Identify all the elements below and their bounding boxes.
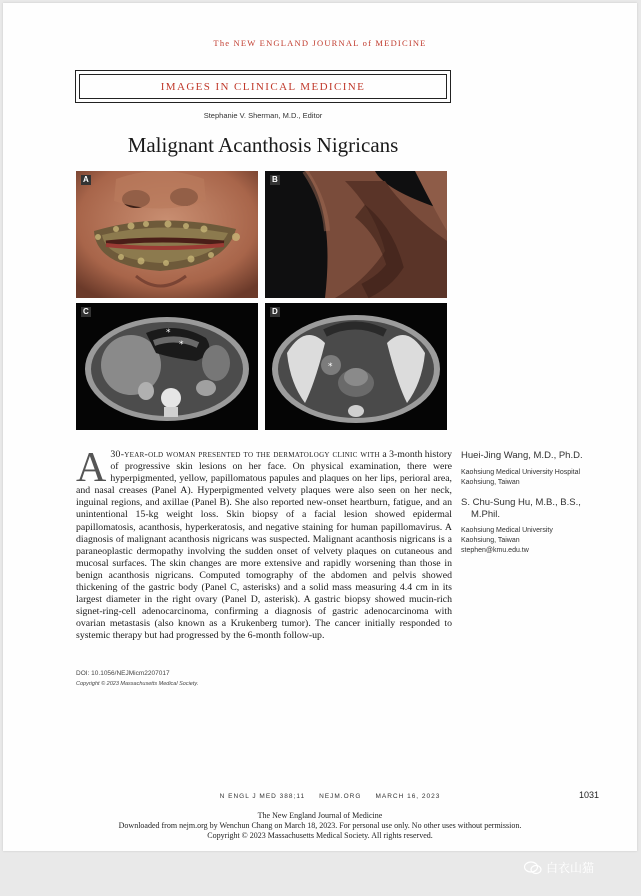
ct-pelvis-image xyxy=(265,303,447,430)
article-body xyxy=(76,445,453,643)
face-lesion-photo xyxy=(76,171,258,298)
download-notice xyxy=(3,811,637,841)
download-line: Copyright © 2023 Massachusetts Medical Society. All rights reserved. xyxy=(207,831,433,840)
figure-label-d: D xyxy=(272,307,278,316)
author-2 xyxy=(461,497,631,556)
article-title: Malignant Acanthosis Nigricans xyxy=(127,133,399,157)
page-number: 1031 xyxy=(579,790,600,800)
author-affiliation-line: Kaohsiung, Taiwan xyxy=(461,537,520,544)
journal-page xyxy=(3,3,637,851)
body-paragraph: a 3-month history of progressive skin lesions on her face. On physical examination, there were hyperpigmented, yellow, papillomatous papules and plaques on her lips, perioral area, and nasal creases (Panel A). Hyperpigmented velvety plaques were also seen on her neck, inguinal regions, and axillae (Panel B). She also reported new-onset heartburn, fatigue, and an unintentional 15-kg weight loss. Skin biopsy of a facial lesion showed epidermal papillomatosis, acanthosis, hyperkeratosis, and negative staining for human papillomavirus. A diagnosis of malignant acanthosis nigricans was suspected. Malignant acanthosis nigricans is a paraneoplastic dermopathy involving the sudden onset of velvety plaques on cutaneous and mucosal surfaces. The skin changes are more extensive and rapidly worsening than those in benign acanthosis nigricans. Computed tomography of the abdomen and pelvis showed thickening of the gastric body (Panel C, asterisks) and a solid mass measuring 4.4 cm in its largest diameter in the right ovary (Panel D, asterisk). A gastric biopsy showed mucin-rich signet-ring-cell adenocarcinoma, confirming a diagnosis of gastric adenocarcinoma with ovarian metastasis (also known as a Krukenberg tumor). The cancer initially responded to systemic therapy but had progressed by the 6-month follow-up. xyxy=(76,449,453,642)
watermark xyxy=(524,859,594,876)
watermark-text: 白衣山猫 xyxy=(546,861,595,875)
doi[interactable]: DOI: 10.1056/NEJMicm2207017 xyxy=(76,670,170,677)
author-affiliation-line: Kaohsiung Medical University xyxy=(461,527,553,534)
author-affiliation-line: Kaohsiung, Taiwan xyxy=(461,479,520,486)
citation-footer: N ENGL J MED 388;11 NEJM.ORG MARCH 16, 2023 xyxy=(219,793,441,800)
section-banner xyxy=(75,70,451,103)
wechat-icon xyxy=(524,861,542,875)
section-banner-label: IMAGES IN CLINICAL MEDICINE xyxy=(79,74,447,99)
author-email[interactable]: stephen@kmu.edu.tw xyxy=(461,547,529,554)
figure-panel-d xyxy=(265,303,447,430)
author-degree: M.Phil. xyxy=(471,509,501,520)
ct-abdomen-image xyxy=(76,303,258,430)
figure-panel-a xyxy=(76,171,258,298)
figure-label-a: A xyxy=(83,175,89,184)
lead-in: 30-year-old woman presented to the dermatology clinic with xyxy=(110,449,380,460)
section-editor: Stephanie V. Sherman, M.D., Editor xyxy=(203,111,323,120)
author-name: S. Chu-Sung Hu, M.B., B.S., xyxy=(461,497,581,508)
author-1 xyxy=(461,450,631,488)
author-name: Huei-Jing Wang, M.D., Ph.D. xyxy=(461,450,583,461)
figure-label-c: C xyxy=(83,307,89,316)
article-copyright: Copyright © 2023 Massachusetts Medical Society. xyxy=(76,681,199,687)
svg-text:*: * xyxy=(166,328,171,338)
drop-cap: A xyxy=(76,445,107,491)
svg-text:*: * xyxy=(328,362,333,372)
figure-label-b: B xyxy=(272,175,278,184)
svg-text:*: * xyxy=(179,340,184,350)
journal-masthead: The NEW ENGLAND JOURNAL of MEDICINE xyxy=(213,38,427,48)
axilla-photo xyxy=(265,171,447,298)
author-affiliation-line: Kaohsiung Medical University Hospital xyxy=(461,469,581,476)
download-line: Downloaded from nejm.org by Wenchun Chang on March 18, 2023. For personal use only. No other uses without permission. xyxy=(118,821,522,830)
figure-panel-c xyxy=(76,303,258,430)
download-line: The New England Journal of Medicine xyxy=(257,811,383,820)
figure-panel-b xyxy=(265,171,447,298)
